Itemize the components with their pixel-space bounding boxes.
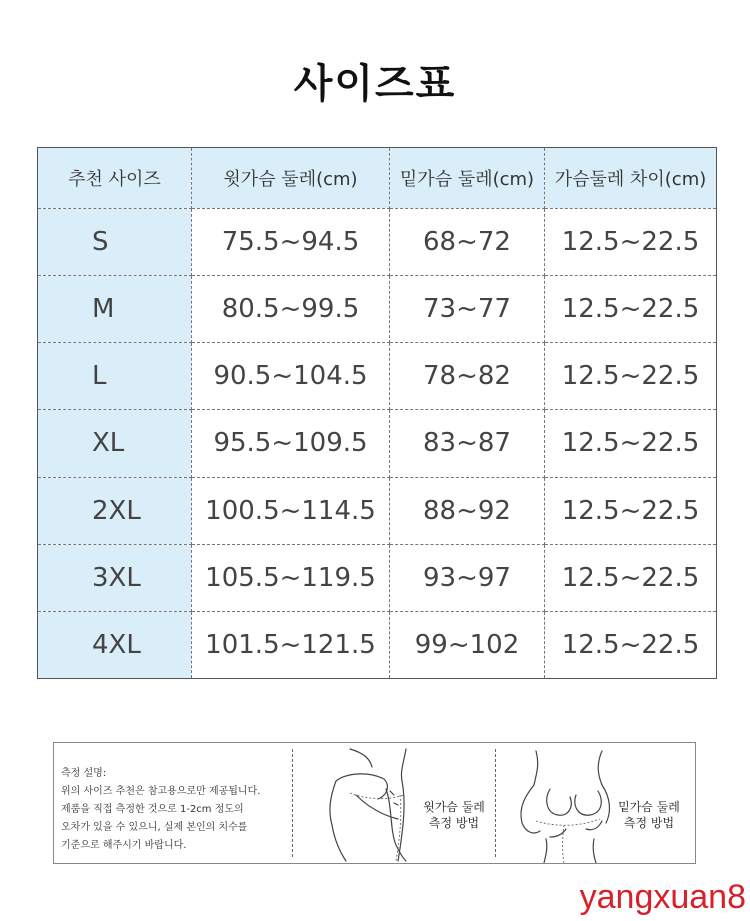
table-row [38, 477, 717, 544]
under-bust-cell: 83~87 [390, 410, 545, 477]
size-cell: 2XL [38, 477, 192, 544]
size-cell: 3XL [38, 544, 192, 611]
upper-bust-cell: 101.5~121.5 [192, 611, 390, 678]
measurement-note [61, 765, 260, 855]
upper-bust-cell: 105.5~119.5 [192, 544, 390, 611]
upper-bust-cell: 75.5~94.5 [192, 209, 390, 276]
upper-bust-cell: 80.5~99.5 [192, 276, 390, 343]
header-recommended-size: 추천 사이즈 [38, 148, 192, 209]
guide-divider [292, 749, 293, 857]
table-header-row [38, 148, 717, 209]
difference-cell: 12.5~22.5 [561, 629, 700, 660]
note-line: 위의 사이즈 추천은 참고용으로만 제공됩니다. [61, 786, 261, 797]
difference-cell: 12.5~22.5 [545, 544, 717, 611]
under-bust-cell: 78~82 [390, 343, 545, 410]
size-cell: S [38, 209, 192, 276]
table-row [38, 611, 717, 678]
under-bust-cell: 99~102 [390, 611, 545, 678]
size-cell: 4XL [38, 611, 192, 678]
table-row [38, 276, 717, 343]
difference-cell: 12.5~22.5 [545, 209, 717, 276]
difference-cell: 12.5~22.5 [545, 477, 717, 544]
measurement-guide-box [53, 742, 696, 864]
header-under-bust: 밑가슴 둘레(cm) [390, 148, 545, 209]
note-line: 기준으로 해주시기 바랍니다. [61, 840, 187, 851]
size-cell: XL [38, 410, 192, 477]
page-title: 사이즈표 [293, 61, 457, 107]
table-row [38, 410, 717, 477]
watermark-text: yangxuan8 [579, 878, 746, 916]
difference-cell: 12.5~22.5 [545, 276, 717, 343]
under-bust-cell: 88~92 [390, 477, 545, 544]
upper-bust-measure-icon [316, 745, 426, 863]
under-bust-cell: 68~72 [390, 209, 545, 276]
size-cell: L [38, 343, 192, 410]
size-cell: M [38, 276, 192, 343]
upper-bust-cell: 90.5~104.5 [192, 343, 390, 410]
under-bust-cell: 73~77 [390, 276, 545, 343]
table-row [38, 209, 717, 276]
upper-bust-label-line1: 윗가슴 둘레 [423, 800, 485, 814]
under-bust-label-line2: 측정 방법 [623, 816, 675, 830]
table-row [38, 343, 717, 410]
under-bust-label-line1: 밑가슴 둘레 [618, 800, 680, 814]
header-upper-bust: 윗가슴 둘레(cm) [192, 148, 390, 209]
under-bust-label [609, 799, 689, 831]
note-line: 측정 설명: [61, 768, 107, 779]
difference-cell: 12.5~22.5 [545, 343, 717, 410]
guide-divider [495, 749, 496, 857]
header-bust-difference: 가슴둘레 차이(cm) [545, 148, 717, 209]
table-row [38, 544, 717, 611]
under-bust-cell: 93~97 [390, 544, 545, 611]
upper-bust-cell: 100.5~114.5 [192, 477, 390, 544]
upper-bust-label [414, 799, 494, 831]
size-table [37, 147, 717, 679]
upper-bust-label-line2: 측정 방법 [428, 816, 480, 830]
difference-cell: 12.5~22.5 [545, 410, 717, 477]
note-line: 제품을 직접 측정한 것으로 1-2cm 정도의 [61, 804, 244, 815]
under-bust-measure-icon [506, 745, 616, 863]
note-line: 오차가 있을 수 있으니, 실제 본인의 치수를 [61, 822, 248, 833]
upper-bust-cell: 95.5~109.5 [192, 410, 390, 477]
